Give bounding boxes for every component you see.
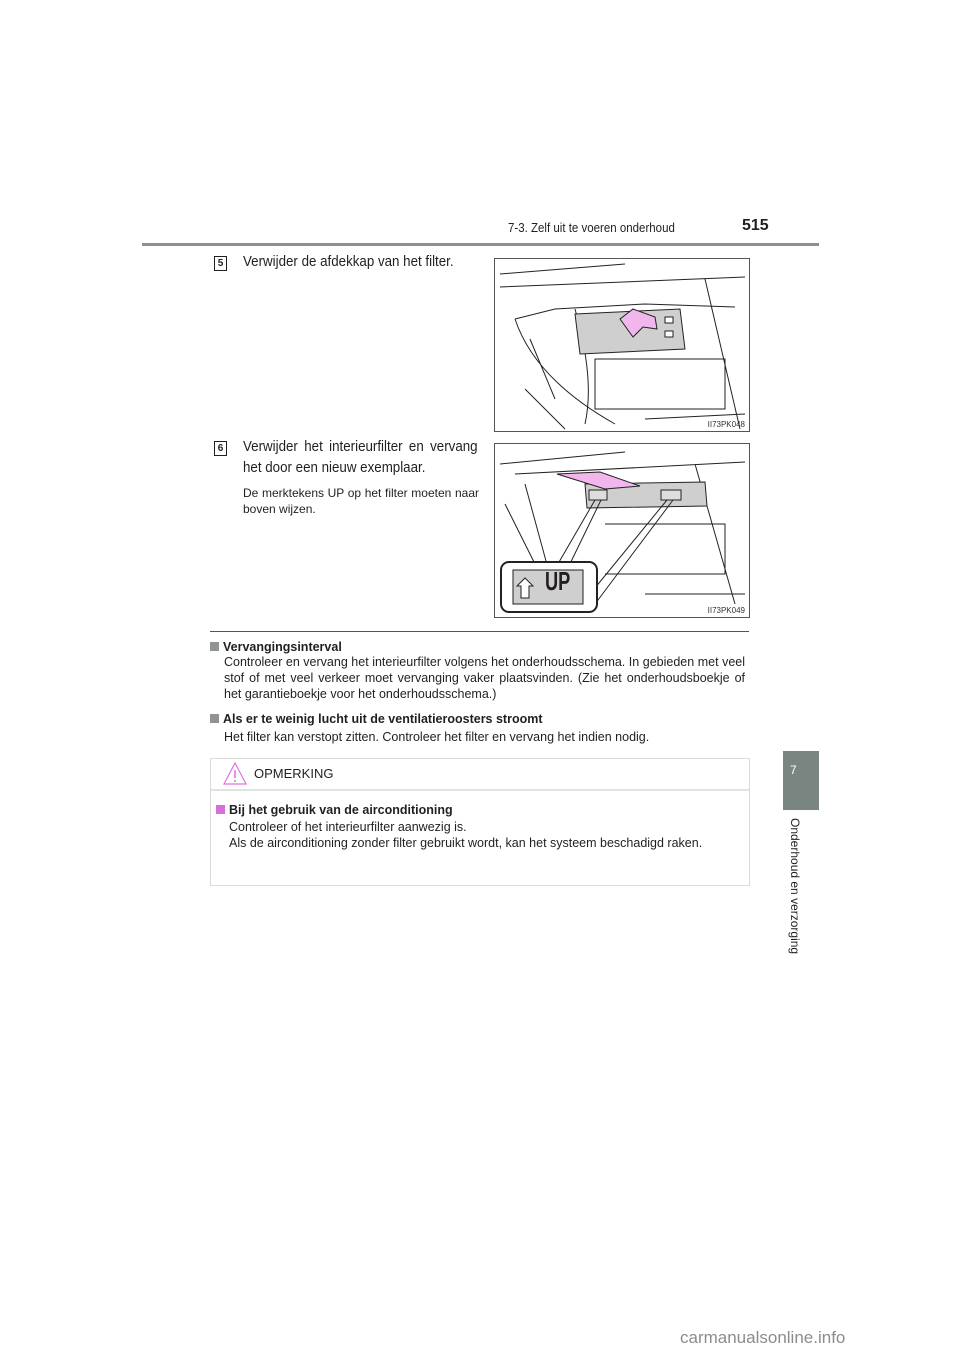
- figure-remove-cover: [494, 258, 750, 432]
- figure-replace-filter: [494, 443, 750, 618]
- section-divider: [210, 631, 749, 632]
- section-title: Vervangingsinterval: [223, 640, 342, 654]
- chapter-number: 7: [790, 763, 797, 777]
- step-number-5: 5: [214, 256, 227, 271]
- section-title: Als er te weinig lucht uit de ventilatieroosters stroomt: [223, 712, 543, 726]
- figure-code: II73PK048: [707, 420, 745, 429]
- step-6-text: Verwijder het interieurfilter en vervang het door een nieuw exemplaar.: [243, 439, 478, 476]
- section-header: 7-3. Zelf uit te voeren onderhoud: [508, 221, 675, 235]
- bullet-square-icon: [210, 714, 219, 723]
- filter-replace-illustration: [495, 444, 749, 617]
- section-body: Het filter kan verstopt zitten. Controleer het filter en vervang het indien nodig.: [224, 730, 650, 744]
- step-6-note: De merktekens UP op het filter moeten naar boven wijzen.: [243, 486, 479, 516]
- chapter-tab[interactable]: [783, 751, 819, 810]
- section-replacement-interval: [210, 640, 745, 702]
- up-label: UP: [545, 566, 571, 596]
- figure-code: II73PK049: [707, 606, 745, 615]
- watermark: carmanualsonline.info: [680, 1328, 846, 1347]
- notice-box: [210, 758, 750, 886]
- notice-line: Controleer of het interieurfilter aanwezig is.: [229, 820, 467, 834]
- step-number-6: 6: [214, 441, 227, 456]
- chapter-title: Onderhoud en verzorging: [788, 818, 802, 955]
- warning-triangle-icon: [223, 761, 247, 785]
- filter-cover-illustration: [495, 259, 749, 431]
- notice-line: Als de airconditioning zonder filter gebruikt wordt, kan het systeem beschadigd raken.: [229, 836, 703, 850]
- header-divider: [142, 243, 819, 246]
- notice-heading: Bij het gebruik van de airconditioning: [229, 803, 453, 817]
- bullet-square-icon: [216, 805, 225, 814]
- section-low-airflow: [210, 712, 745, 745]
- notice-title: OPMERKING: [254, 766, 334, 781]
- page-number: 515: [742, 217, 769, 234]
- section-body: Controleer en vervang het interieurfilter volgens het onderhoudsschema. In gebieden met veel stof of met veel verkeer moet vervanging vaker plaatsvinden. (Zie het onderhoudsboekje of het garantieboekje voor het onderhoudsschema.): [224, 655, 745, 701]
- step-5-text: Verwijder de afdekkap van het filter.: [243, 254, 454, 270]
- bullet-square-icon: [210, 642, 219, 651]
